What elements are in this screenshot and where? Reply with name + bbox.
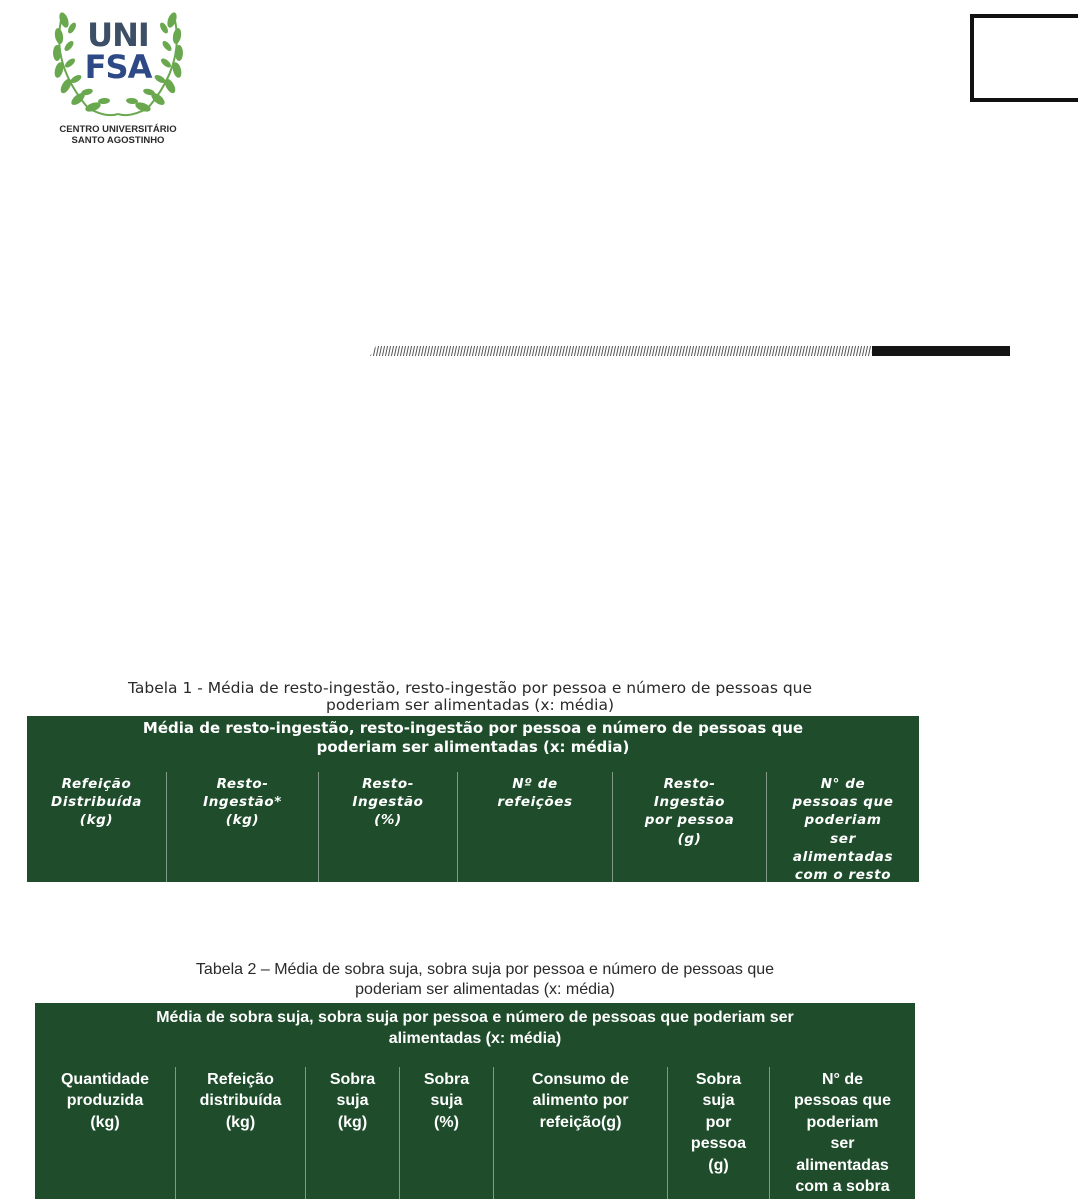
column-header-line: Sobra xyxy=(695,1071,742,1088)
column-header-line: N° de xyxy=(820,776,866,792)
column-header-line: pessoas que xyxy=(792,794,894,811)
unifsa-logo xyxy=(48,8,196,150)
column-header-line: (kg) xyxy=(225,1113,256,1131)
table1-column-header xyxy=(27,772,166,882)
column-header-line: com o resto xyxy=(794,867,892,884)
column-header-line: (%) xyxy=(434,1113,459,1131)
column-header-line: com a sobra xyxy=(795,1178,890,1196)
table2-caption-line: Tabela 2 – Média de sobra suja, sobra suja por pessoa e número de pessoas que xyxy=(195,961,775,978)
column-header-line: (kg) xyxy=(90,1113,120,1131)
table2-column-header xyxy=(399,1067,493,1199)
table2-caption xyxy=(100,960,870,1000)
column-header-line: alimento por xyxy=(532,1092,629,1110)
corner-frame xyxy=(970,14,1078,102)
table2-column-header xyxy=(35,1067,175,1199)
table2-header-line: alimentadas (x: média) xyxy=(388,1030,562,1047)
column-header-line: por pessoa xyxy=(644,812,735,829)
table1-header xyxy=(27,719,919,757)
column-header-line: Refeição xyxy=(207,1071,274,1088)
table1-column-header xyxy=(318,772,457,882)
table1-caption-line: Tabela 1 - Média de resto-ingestão, resto-ingestão por pessoa e número de pessoas que xyxy=(127,679,813,697)
signature-line xyxy=(370,344,1010,358)
column-header-line: Ingestão xyxy=(352,794,424,811)
table2-caption-line: poderiam ser alimentadas (x: média) xyxy=(355,981,615,998)
logo-fsa-text: FSA xyxy=(84,48,152,86)
table2-header-line: Média de sobra suja, sobra suja por pessoa e número de pessoas que poderiam ser xyxy=(156,1009,794,1026)
table2-column-header xyxy=(175,1067,305,1199)
table1-column-header xyxy=(612,772,766,882)
table2 xyxy=(35,1003,915,1199)
column-header-line: alimentadas xyxy=(796,1156,889,1174)
column-header-line: (kg) xyxy=(225,812,260,829)
column-header-line: suja xyxy=(336,1092,369,1110)
column-header-line: pessoas que xyxy=(794,1092,891,1110)
column-header-line: Resto- xyxy=(362,776,414,792)
table1-caption xyxy=(25,680,915,714)
column-header-line: distribuída xyxy=(199,1092,282,1110)
column-header-line: refeições xyxy=(497,794,573,811)
table1-columns xyxy=(27,772,919,882)
table1 xyxy=(27,716,919,882)
column-header-line: produzida xyxy=(66,1092,144,1110)
column-header-line: N° de xyxy=(821,1071,864,1088)
column-header-line: refeição(g) xyxy=(539,1113,622,1131)
column-header-line: Sobra xyxy=(329,1071,376,1088)
column-header-line: (kg) xyxy=(337,1113,368,1131)
column-header-line: por xyxy=(705,1113,732,1131)
table1-header-line: poderiam ser alimentadas (x: média) xyxy=(316,738,630,756)
logo-subtitle-1: CENTRO UNIVERSITÁRIO xyxy=(59,124,177,135)
column-header-line: (%) xyxy=(374,812,402,829)
table2-column-header xyxy=(305,1067,399,1199)
column-header-line: Quantidade xyxy=(60,1071,149,1088)
table2-columns xyxy=(35,1067,915,1199)
column-header-line: Distribuída xyxy=(51,794,142,811)
table2-column-header xyxy=(493,1067,667,1199)
column-header-line: poderiam xyxy=(806,1113,879,1131)
column-header-line: pessoa xyxy=(690,1135,747,1153)
column-header-line: Resto- xyxy=(663,776,716,792)
logo-subtitle-2: SANTO AGOSTINHO xyxy=(71,135,165,146)
column-header-line: (kg) xyxy=(79,812,114,829)
column-header-line: suja xyxy=(430,1092,463,1110)
column-header-line: suja xyxy=(702,1092,735,1110)
table1-column-header xyxy=(766,772,919,882)
column-header-line: Resto- xyxy=(216,776,269,792)
column-header-line: ser xyxy=(830,1135,855,1153)
column-header-line: (g) xyxy=(677,830,702,847)
column-header-line: Ingestão* xyxy=(203,794,282,811)
table1-column-header xyxy=(457,772,612,882)
column-header-line: Sobra xyxy=(423,1071,470,1088)
column-header-line: Consumo de xyxy=(532,1071,629,1088)
table2-column-header xyxy=(769,1067,915,1199)
column-header-line: ser xyxy=(830,830,856,847)
table1-header-line: Média de resto-ingestão, resto-ingestão por pessoa e número de pessoas que xyxy=(142,719,804,737)
column-header-line: Refeição xyxy=(61,776,132,792)
column-header-line: poderiam xyxy=(804,812,882,829)
table1-caption-line: poderiam ser alimentadas (x: média) xyxy=(326,696,614,714)
column-header-line: Nº de xyxy=(512,776,558,792)
table2-column-header xyxy=(667,1067,769,1199)
column-header-line: alimentadas xyxy=(792,848,894,865)
logo-uni-text: UNI xyxy=(87,16,149,54)
column-header-line: Ingestão xyxy=(653,794,726,811)
column-header-line: (g) xyxy=(708,1156,729,1174)
table1-column-header xyxy=(166,772,318,882)
table2-header xyxy=(35,1007,915,1049)
